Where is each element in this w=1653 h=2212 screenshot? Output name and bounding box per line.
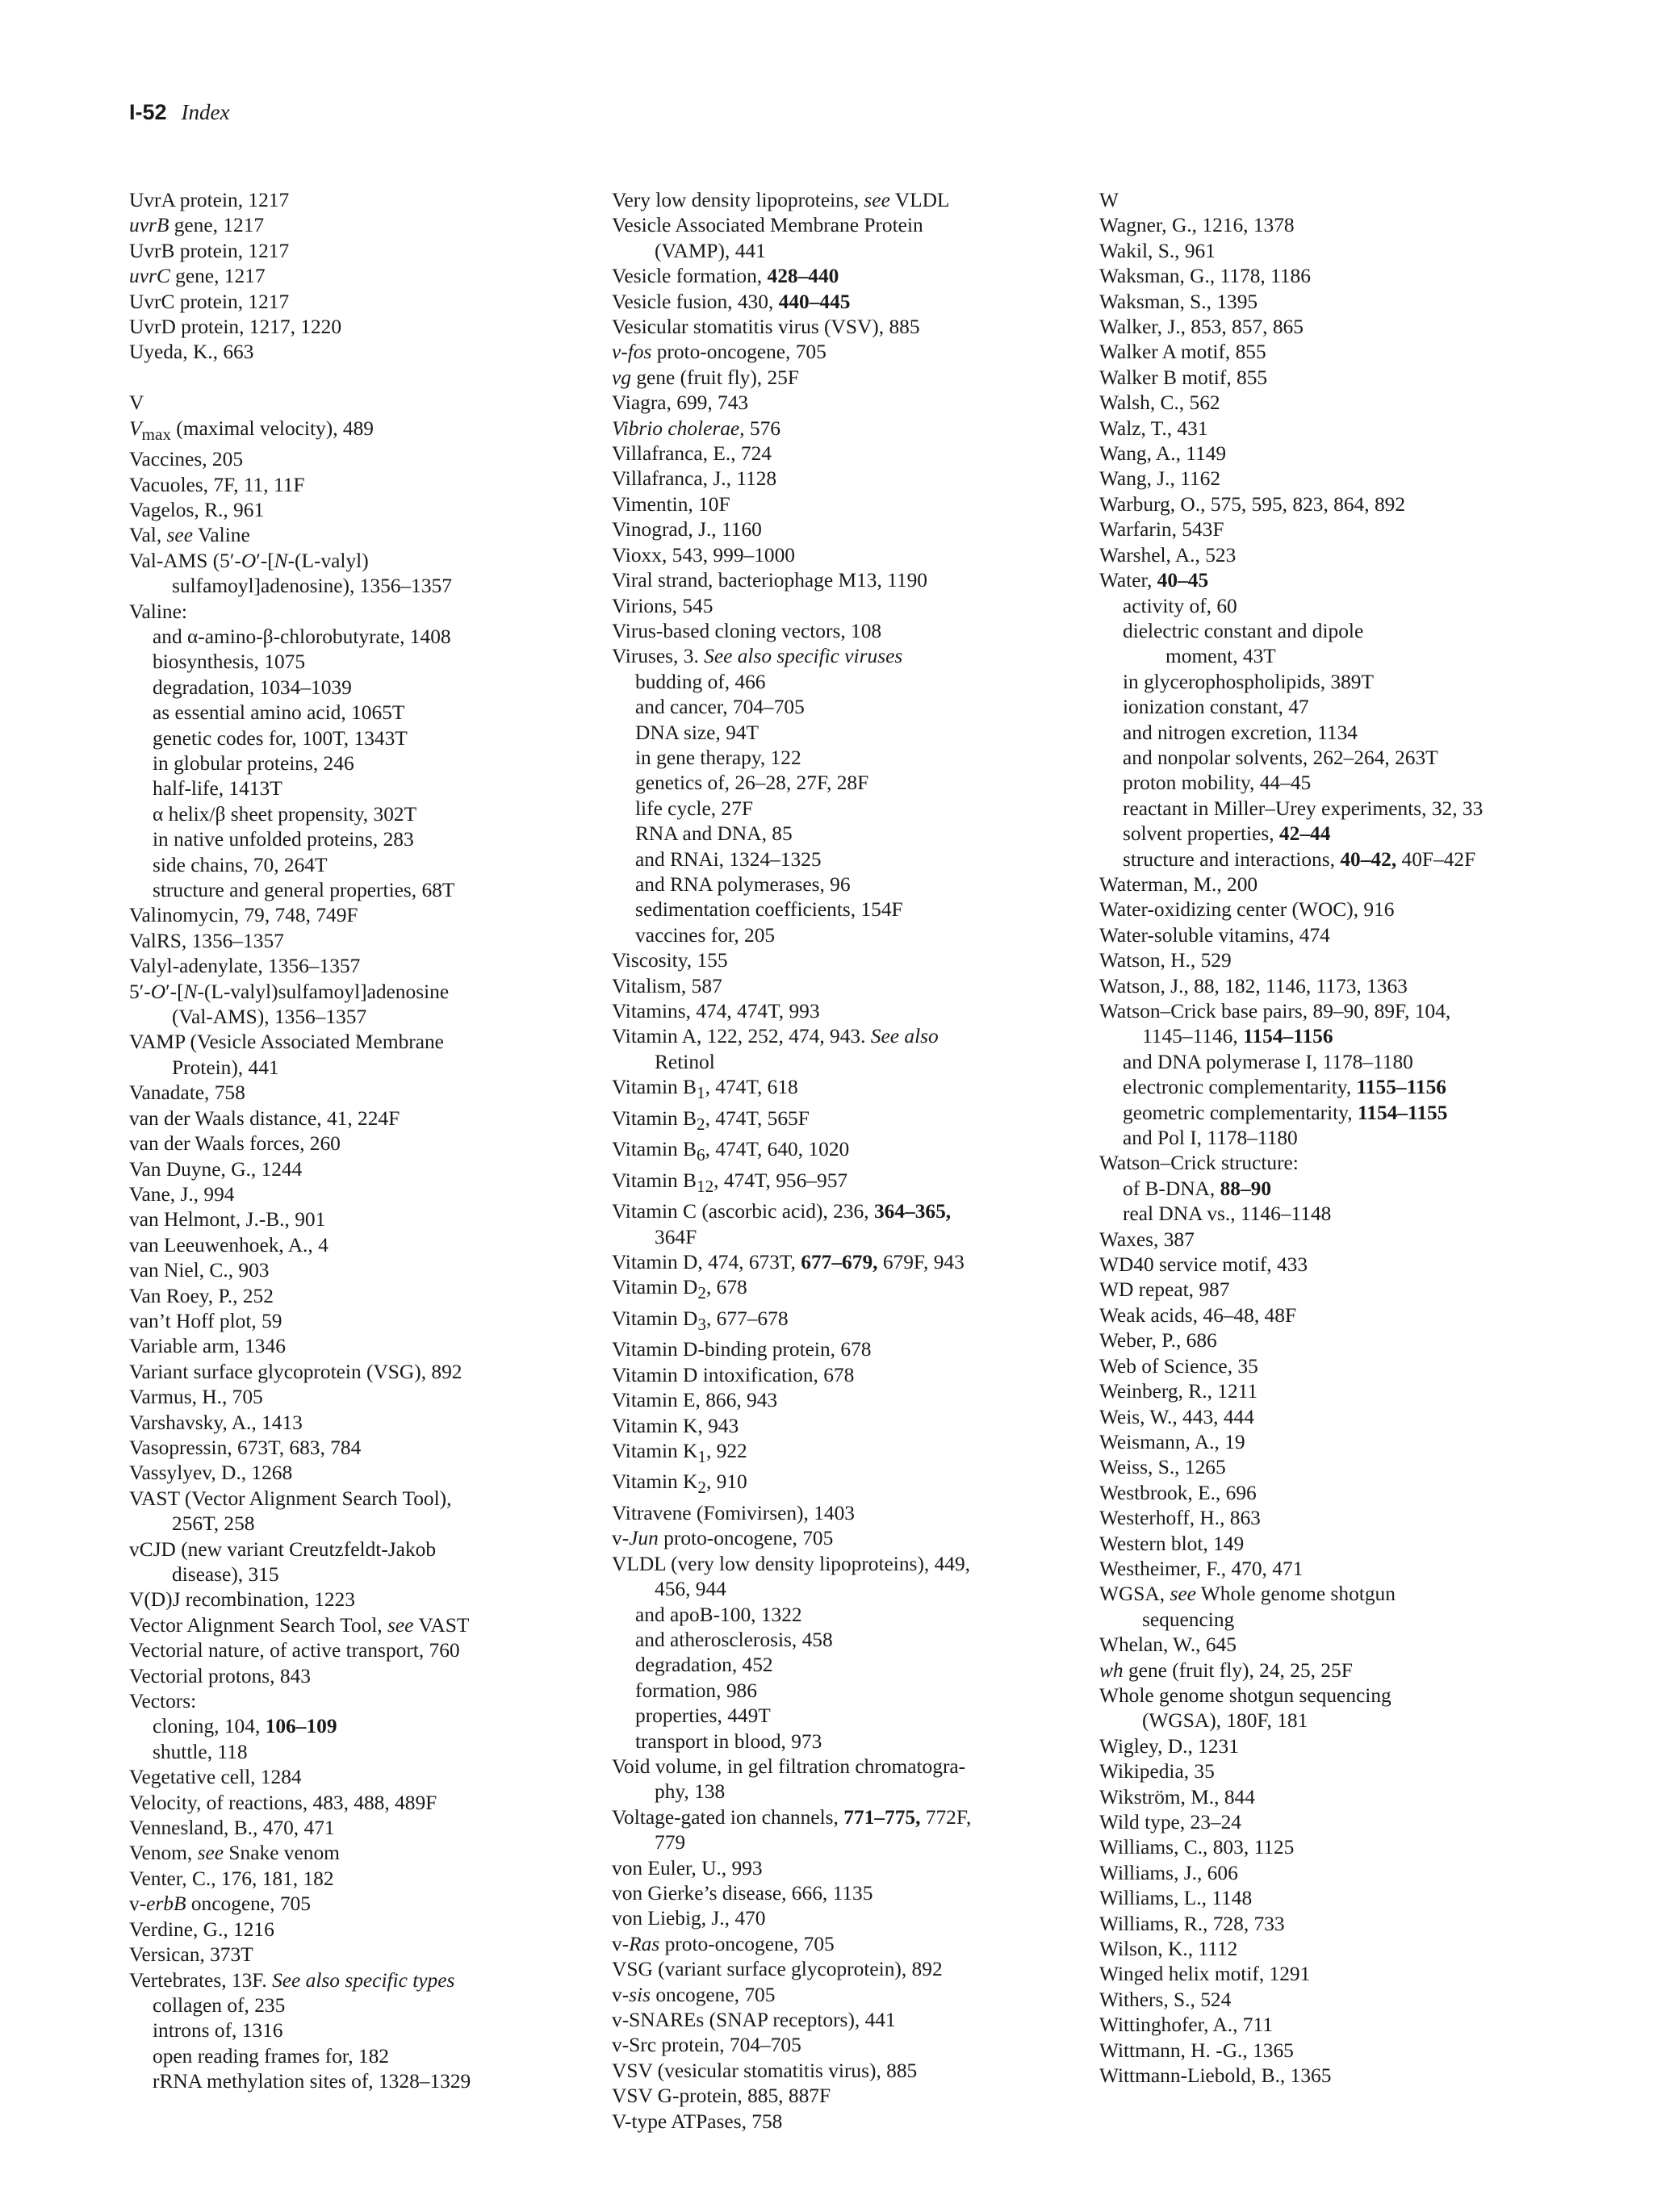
index-entry: Vegetative cell, 1284 <box>129 1766 302 1789</box>
index-subentry: structure and interactions, 40–42, 40F–42F <box>1123 847 1476 871</box>
index-entry: von Euler, U., 993 <box>612 1856 763 1880</box>
index-subentry: activity of, 60 <box>1123 594 1237 617</box>
index-subentry: genetic codes for, 100T, 1343T <box>153 726 408 750</box>
index-subentry: ionization constant, 47 <box>1123 696 1309 719</box>
index-entry: Walsh, C., 562 <box>1099 391 1220 415</box>
index-entry: Vitalism, 587 <box>612 974 722 997</box>
index-entry: Vitamin $B_2$, 474T, 565F <box>612 1106 810 1134</box>
index-entry: Vitamins, 474, 474T, 993 <box>612 1000 820 1022</box>
index-entry: Vesicle Associated Membrane Protein (VAMP), 441 <box>612 214 923 262</box>
index-subentry: rRNA methylation sites of, 1328–1329 <box>153 2070 471 2093</box>
index-entry: $V_{max}$ (maximal velocity), 489 <box>129 416 374 444</box>
index-entry: Vitamin C (ascorbic acid), 236, 364–365, 364F <box>612 1200 952 1248</box>
index-entry: Walker B motif, 855 <box>1099 366 1268 389</box>
index-entry: Wang, J., 1162 <box>1099 467 1221 491</box>
index-entry: Wittmann, H. -G., 1365 <box>1099 2038 1294 2062</box>
index-subentry: in native unfolded proteins, 283 <box>153 828 414 851</box>
index-subentry: structure and general properties, 68T <box>153 879 455 902</box>
index-entry: WD repeat, 987 <box>1099 1278 1230 1302</box>
index-entry: Vector Alignment Search Tool, see VAST <box>129 1613 470 1637</box>
index-entry: Valinomycin, 79, 748, 749F <box>129 904 358 927</box>
index-entry: Water-oxidizing center (WOC), 916 <box>1099 898 1395 922</box>
index-entry: v-SNAREs (SNAP receptors), 441 <box>612 2009 896 2032</box>
index-entry: Val-AMS (5′-O′-[N-(L-valyl) sulfamoyl]adenosine), 1356–1357 <box>129 549 452 598</box>
section-title: Index <box>181 100 230 124</box>
index-entry: Void volume, in gel filtration chromatogra- phy, 138 <box>612 1755 966 1804</box>
index-entry: 5′-O′-[N-(L-valyl)sulfamoyl]adenosine (Val-AMS), 1356–1357 <box>129 980 450 1029</box>
index-subentry: half-life, 1413T <box>153 777 282 801</box>
index-subentry: dielectric constant and dipole moment, 43T <box>1123 619 1364 668</box>
index-entry: Verdine, G., 1216 <box>129 1917 274 1941</box>
index-entry: von Gierke’s disease, 666, 1135 <box>612 1882 873 1905</box>
index-entry: v-erbB oncogene, 705 <box>129 1892 311 1916</box>
index-entry: Venom, see Snake venom <box>129 1842 340 1865</box>
index-entry: Vectorial protons, 843 <box>129 1664 311 1687</box>
index-entry: Variable arm, 1346 <box>129 1335 286 1358</box>
index-subentry: and RNA polymerases, 96 <box>635 872 851 896</box>
index-entry: Waksman, G., 1178, 1186 <box>1099 265 1311 288</box>
index-entry: Vesicle fusion, 430, 440–445 <box>612 290 851 313</box>
index-entry: Viscosity, 155 <box>612 949 728 972</box>
index-entry: VAST (Vector Alignment Search Tool), 256T, 258 <box>129 1487 452 1536</box>
index-entry: Waterman, M., 200 <box>1099 872 1258 896</box>
index-entry: Viruses, 3. See also specific viruses <box>612 645 903 668</box>
index-entry: Van Duyne, G., 1244 <box>129 1157 303 1181</box>
index-entry: ValRS, 1356–1357 <box>129 929 284 952</box>
index-entry: WGSA, see Whole genome shotgun sequencing <box>1099 1583 1396 1631</box>
index-entry: Watson, J., 88, 182, 1146, 1173, 1363 <box>1099 974 1408 997</box>
index-subentry: proton mobility, 44–45 <box>1123 771 1312 795</box>
index-subentry: and α-amino-β-chlorobutyrate, 1408 <box>153 625 451 648</box>
index-entry: Westbrook, E., 696 <box>1099 1481 1257 1504</box>
index-entry: van Helmont, J.-B., 901 <box>129 1208 326 1231</box>
index-entry: Warshel, A., 523 <box>1099 543 1237 567</box>
index-subentry: life cycle, 27F <box>635 797 753 820</box>
index-entry: Vennesland, B., 470, 471 <box>129 1817 335 1840</box>
index-entry: Vitamin $B_{12}$, 474T, 956–957 <box>612 1169 848 1196</box>
index-subentry: RNA and DNA, 85 <box>635 822 793 846</box>
index-entry: Watson–Crick structure: <box>1099 1152 1299 1175</box>
index-entry: Virus-based cloning vectors, 108 <box>612 619 882 642</box>
index-subentry: formation, 986 <box>635 1679 757 1702</box>
index-entry: Wang, A., 1149 <box>1099 442 1227 466</box>
index-entry: Warburg, O., 575, 595, 823, 864, 892 <box>1099 492 1406 516</box>
index-subentry: solvent properties, 42–44 <box>1123 822 1331 846</box>
index-entry: Watson–Crick base pairs, 89–90, 89F, 104, 1145–1146, 1154–1156 <box>1099 1000 1451 1048</box>
page-number: I-52 <box>129 100 167 124</box>
index-entry: V(D)J recombination, 1223 <box>129 1588 355 1612</box>
index-entry: Weis, W., 443, 444 <box>1099 1405 1254 1428</box>
index-subentry: degradation, 452 <box>635 1654 773 1677</box>
index-entry: Versican, 373T <box>129 1943 253 1967</box>
index-subentry: introns of, 1316 <box>153 2019 283 2043</box>
index-entry: van Niel, C., 903 <box>129 1259 270 1282</box>
index-subentry: and atherosclerosis, 458 <box>635 1628 833 1651</box>
index-entry: UvrB protein, 1217 <box>129 239 290 262</box>
index-entry: vCJD (new variant Creutzfeldt-Jakob disease), 315 <box>129 1537 437 1586</box>
index-entry: Vanadate, 758 <box>129 1081 245 1105</box>
index-entry: Viral strand, bacteriophage M13, 1190 <box>612 569 927 592</box>
index-entry: Vitamin D, 474, 673T, 677–679, 679F, 943 <box>612 1250 965 1273</box>
index-entry: Williams, C., 803, 1125 <box>1099 1836 1295 1859</box>
index-entry: Vinograd, J., 1160 <box>612 518 762 542</box>
index-entry: Vitravene (Fomivirsen), 1403 <box>612 1501 855 1524</box>
index-entry: Vitamin A, 122, 252, 474, 943. See also Retinol <box>612 1025 939 1073</box>
index-entry: Vitamin E, 866, 943 <box>612 1389 778 1412</box>
index-entry: uvrB gene, 1217 <box>129 214 265 237</box>
index-subentry: reactant in Miller–Urey experiments, 32, 33 <box>1123 797 1484 820</box>
index-subentry: vaccines for, 205 <box>635 923 776 947</box>
index-entry: Wittinghofer, A., 711 <box>1099 2013 1273 2037</box>
index-subentry: cloning, 104, 106–109 <box>153 1715 337 1738</box>
index-entry: UvrA protein, 1217 <box>129 189 290 211</box>
index-subentry: and Pol I, 1178–1180 <box>1123 1127 1298 1150</box>
index-entry: van der Waals forces, 260 <box>129 1132 341 1156</box>
index-subentry: transport in blood, 973 <box>635 1729 822 1753</box>
index-entry: Venter, C., 176, 181, 182 <box>129 1867 334 1890</box>
index-entry: Waxes, 387 <box>1099 1227 1195 1251</box>
index-entry: Wigley, D., 1231 <box>1099 1734 1239 1758</box>
index-entry: Walker, J., 853, 857, 865 <box>1099 316 1304 339</box>
index-subentry: budding of, 466 <box>635 670 766 693</box>
index-entry: v-sis oncogene, 705 <box>612 1983 776 2006</box>
index-entry: Vitamin $D_3$, 677–678 <box>612 1307 789 1334</box>
index-subentry: genetics of, 26–28, 27F, 28F <box>635 771 869 795</box>
index-entry: Vitamin $K_2$, 910 <box>612 1470 747 1498</box>
index-entry: v-Jun proto-oncogene, 705 <box>612 1527 834 1550</box>
index-entry: Vaccines, 205 <box>129 448 244 471</box>
index-entry: Vesicular stomatitis virus (VSV), 885 <box>612 316 920 339</box>
index-entry: Vitamin D intoxification, 678 <box>612 1363 855 1386</box>
index-entry: Vitamin D-binding protein, 678 <box>612 1338 872 1361</box>
index-subentry: in gene therapy, 122 <box>635 746 801 769</box>
index-entry: von Liebig, J., 470 <box>612 1907 766 1930</box>
index-entry: Viagra, 699, 743 <box>612 391 749 415</box>
index-entry: Wild type, 23–24 <box>1099 1811 1241 1834</box>
index-column-3 <box>1099 188 1567 2089</box>
index-subentry: and RNAi, 1324–1325 <box>635 847 822 871</box>
index-subentry: α helix/β sheet propensity, 302T <box>153 802 417 826</box>
index-entry: Varshavsky, A., 1413 <box>129 1411 303 1434</box>
index-entry: Vitamin $B_6$, 474T, 640, 1020 <box>612 1138 850 1165</box>
index-subentry: in globular proteins, 246 <box>153 752 354 775</box>
letter-gap <box>129 366 597 391</box>
index-entry: Waksman, S., 1395 <box>1099 290 1258 313</box>
index-entry: Wagner, G., 1216, 1378 <box>1099 214 1295 237</box>
index-subentry: and DNA polymerase I, 1178–1180 <box>1123 1050 1413 1073</box>
index-subentry: DNA size, 94T <box>635 721 760 744</box>
index-entry: Williams, J., 606 <box>1099 1861 1238 1884</box>
index-entry: Uyeda, K., 663 <box>129 341 254 364</box>
index-entry: VSV G-protein, 885, 887F <box>612 2084 831 2108</box>
index-entry: Wikström, M., 844 <box>1099 1785 1255 1808</box>
index-entry: Weinberg, R., 1211 <box>1099 1380 1258 1403</box>
index-entry: Wilson, K., 1112 <box>1099 1938 1238 1961</box>
letter-heading: V <box>129 391 144 415</box>
index-entry: V-type ATPases, 758 <box>612 2110 783 2133</box>
index-subentry: and apoB-100, 1322 <box>635 1603 802 1626</box>
index-entry: UvrC protein, 1217 <box>129 290 290 313</box>
index-entry: Valyl-adenylate, 1356–1357 <box>129 955 361 978</box>
index-subentry: and nitrogen excretion, 1134 <box>1123 721 1358 744</box>
index-entry: Voltage-gated ion channels, 771–775, 772F, 779 <box>612 1805 972 1854</box>
index-entry: Watson, H., 529 <box>1099 949 1232 972</box>
index-entry: Vimentin, 10F <box>612 492 730 516</box>
index-entry: Vioxx, 543, 999–1000 <box>612 543 795 567</box>
index-entry: Van Roey, P., 252 <box>129 1284 274 1307</box>
index-entry: Wakil, S., 961 <box>1099 239 1216 262</box>
letter-heading: W <box>1099 189 1119 211</box>
index-subentry: properties, 449T <box>635 1704 771 1728</box>
index-entry: Weiss, S., 1265 <box>1099 1456 1226 1479</box>
index-entry: Vitamin $K_1$, 922 <box>612 1439 747 1467</box>
index-entry: Water, 40–45 <box>1099 569 1209 592</box>
index-entry: van der Waals distance, 41, 224F <box>129 1106 400 1130</box>
index-entry: Variant surface glycoprotein (VSG), 892 <box>129 1360 462 1383</box>
index-entry: Vitamin $B_1$, 474T, 618 <box>612 1076 798 1103</box>
index-column-2 <box>612 188 1080 2135</box>
index-entry: Vectors: <box>129 1690 197 1713</box>
index-entry: Vagelos, R., 961 <box>129 498 265 521</box>
index-entry: Virions, 545 <box>612 594 714 617</box>
index-subentry: collagen of, 235 <box>153 1993 286 2017</box>
index-entry: VLDL (very low density lipoproteins), 449, 456, 944 <box>612 1552 971 1601</box>
index-entry: v-fos proto-oncogene, 705 <box>612 341 826 364</box>
index-entry: v-Ras proto-oncogene, 705 <box>612 1932 835 1955</box>
index-subentry: as essential amino acid, 1065T <box>153 701 405 725</box>
index-subentry: in glycerophospholipids, 389T <box>1123 670 1375 693</box>
index-subentry: and cancer, 704–705 <box>635 696 805 719</box>
index-entry: Val, see Valine <box>129 524 250 547</box>
index-entry: Whelan, W., 645 <box>1099 1633 1237 1657</box>
index-entry: Walker A motif, 855 <box>1099 341 1266 364</box>
index-entry: Vertebrates, 13F. See also specific types <box>129 1968 455 1992</box>
index-entry: Winged helix motif, 1291 <box>1099 1963 1311 1986</box>
index-entry: Williams, R., 728, 733 <box>1099 1912 1285 1935</box>
index-entry: Williams, L., 1148 <box>1099 1887 1253 1910</box>
index-subentry: electronic complementarity, 1155–1156 <box>1123 1076 1446 1099</box>
index-entry: Westerhoff, H., 863 <box>1099 1507 1261 1530</box>
index-subentry: real DNA vs., 1146–1148 <box>1123 1202 1332 1226</box>
index-entry: Vane, J., 994 <box>129 1182 235 1206</box>
index-entry: Vassylyev, D., 1268 <box>129 1461 293 1485</box>
index-subentry: shuttle, 118 <box>153 1740 248 1763</box>
index-subentry: side chains, 70, 264T <box>153 853 328 876</box>
index-entry: Vibrio cholerae, 576 <box>612 416 780 440</box>
index-entry: Walz, T., 431 <box>1099 416 1208 440</box>
index-entry: wh gene (fruit fly), 24, 25, 25F <box>1099 1658 1353 1682</box>
index-entry: Very low density lipoproteins, see VLDL <box>612 189 950 211</box>
index-subentry: of B-DNA, 88–90 <box>1123 1177 1272 1200</box>
index-entry: Villafranca, J., 1128 <box>612 467 777 491</box>
index-entry: Varmus, H., 705 <box>129 1386 263 1409</box>
index-subentry: and nonpolar solvents, 262–264, 263T <box>1123 746 1438 769</box>
index-entry: vg gene (fruit fly), 25F <box>612 366 799 389</box>
index-entry: Warfarin, 543F <box>1099 518 1224 542</box>
index-entry: Velocity, of reactions, 483, 488, 489F <box>129 1791 437 1814</box>
index-entry: UvrD protein, 1217, 1220 <box>129 316 342 339</box>
index-entry: v-Src protein, 704–705 <box>612 2034 801 2057</box>
index-entry: Web of Science, 35 <box>1099 1354 1258 1378</box>
index-entry: Withers, S., 524 <box>1099 1988 1232 2011</box>
index-column-1 <box>129 188 597 2095</box>
index-entry: Vectorial nature, of active transport, 760 <box>129 1639 460 1662</box>
index-entry: Valine: <box>129 600 187 623</box>
index-entry: Whole genome shotgun sequencing (WGSA), 180F, 181 <box>1099 1683 1391 1733</box>
index-entry: Westheimer, F., 470, 471 <box>1099 1557 1304 1580</box>
index-entry: Weak acids, 46–48, 48F <box>1099 1303 1297 1327</box>
index-entry: VAMP (Vesicle Associated Membrane Protein), 441 <box>129 1031 444 1079</box>
index-entry: Vacuoles, 7F, 11, 11F <box>129 473 305 496</box>
index-subentry: biosynthesis, 1075 <box>153 650 306 674</box>
index-entry: Wikipedia, 35 <box>1099 1760 1215 1783</box>
running-header <box>129 100 230 125</box>
index-entry: WD40 service motif, 433 <box>1099 1253 1308 1277</box>
index-entry: Wittmann-Liebold, B., 1365 <box>1099 2064 1332 2088</box>
index-entry: van’t Hoff plot, 59 <box>129 1309 282 1332</box>
index-entry: Villafranca, E., 724 <box>612 442 772 466</box>
index-subentry: geometric complementarity, 1154–1155 <box>1123 1101 1448 1124</box>
index-subentry: sedimentation coefficients, 154F <box>635 898 903 922</box>
index-subentry: degradation, 1034–1039 <box>153 675 352 699</box>
index-entry: Water-soluble vitamins, 474 <box>1099 923 1330 947</box>
index-entry: VSG (variant surface glycoprotein), 892 <box>612 1958 943 1981</box>
index-entry: Weismann, A., 19 <box>1099 1430 1245 1453</box>
index-entry: VSV (vesicular stomatitis virus), 885 <box>612 2059 918 2082</box>
index-entry: Vasopressin, 673T, 683, 784 <box>129 1436 362 1459</box>
index-entry: van Leeuwenhoek, A., 4 <box>129 1233 329 1257</box>
index-entry: Vitamin $D_2$, 678 <box>612 1276 747 1303</box>
index-entry: Weber, P., 686 <box>1099 1329 1217 1353</box>
index-entry: uvrC gene, 1217 <box>129 265 266 288</box>
index-subentry: open reading frames for, 182 <box>153 2044 389 2068</box>
index-entry: Western blot, 149 <box>1099 1532 1245 1555</box>
index-entry: Vesicle formation, 428–440 <box>612 265 839 288</box>
index-entry: Vitamin K, 943 <box>612 1414 739 1437</box>
